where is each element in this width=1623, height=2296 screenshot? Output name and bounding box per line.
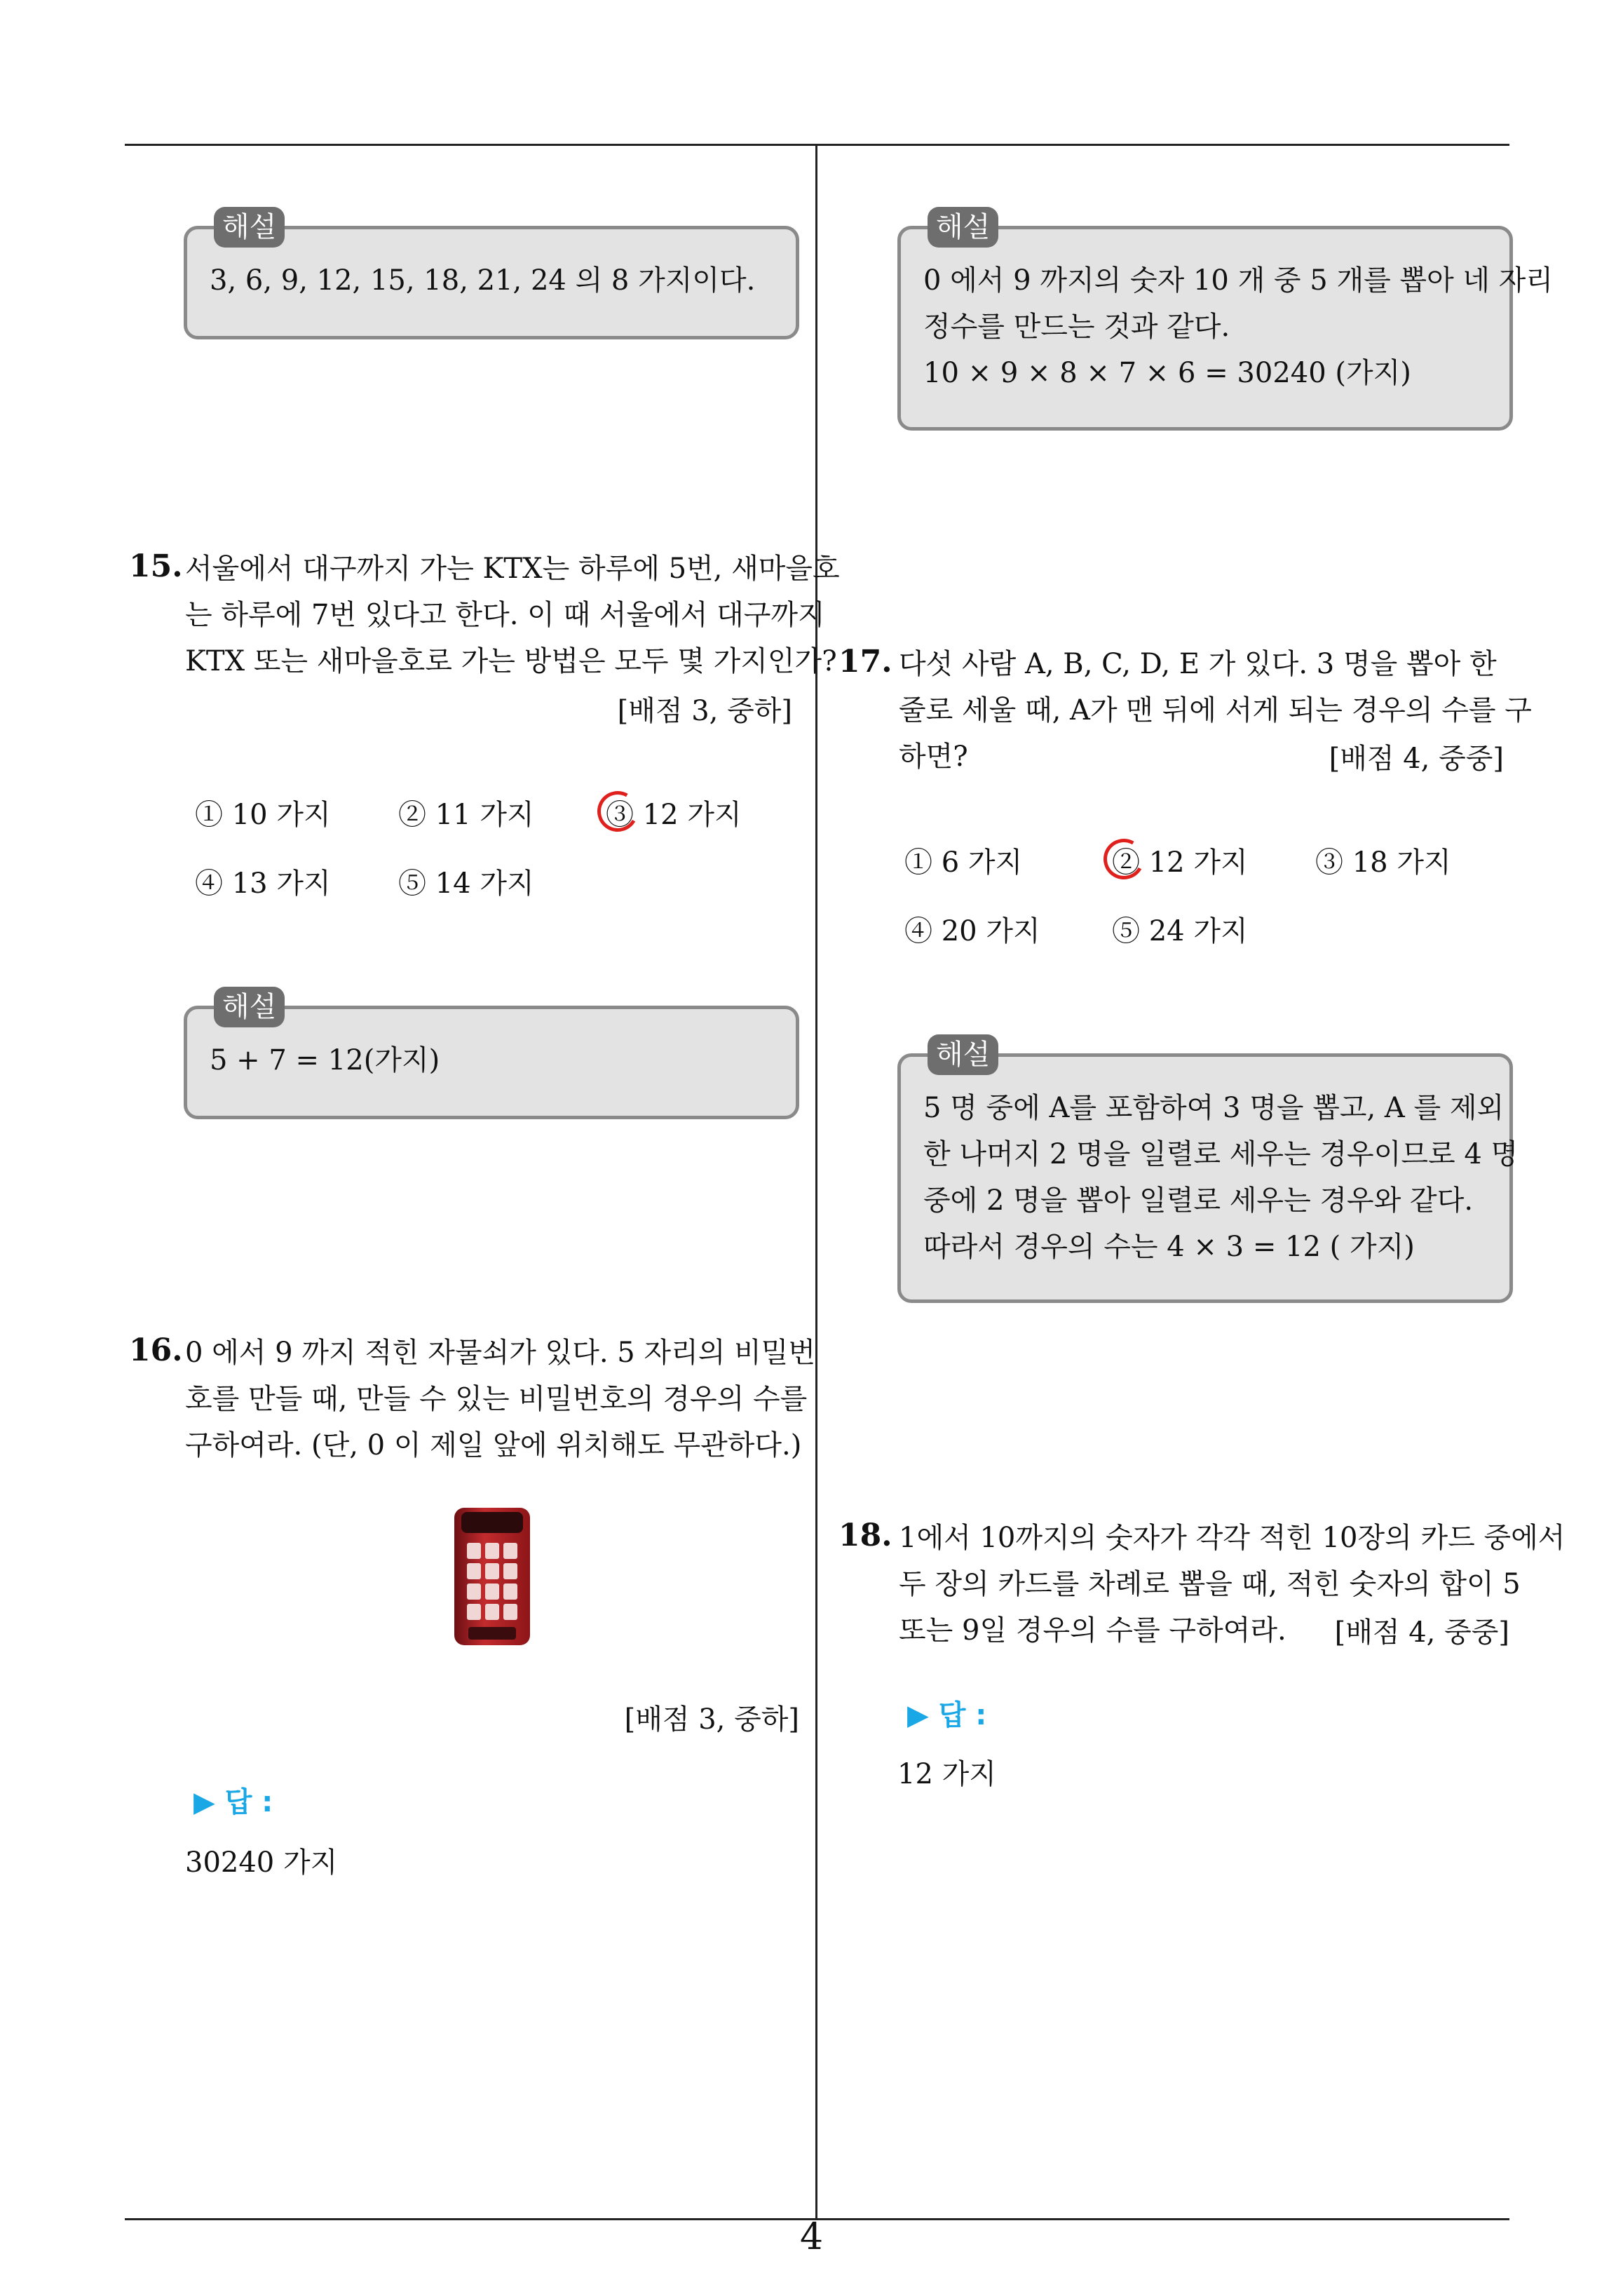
answer-18: 12 가지 — [897, 1758, 996, 1790]
question-number-15: 15. — [129, 548, 183, 584]
explanation-label: 해설 — [214, 207, 285, 248]
explanation-text: 5 + 7 = 12(가지) — [210, 1044, 440, 1076]
question-number-16: 16. — [129, 1332, 183, 1368]
choice-17-4[interactable]: ④ 20 가지 — [904, 915, 1040, 947]
keypad-lock-image — [454, 1508, 530, 1645]
points-18: [배점 4, 중중] — [1334, 1616, 1509, 1649]
explanation-text: 3, 6, 9, 12, 15, 18, 21, 24 의 8 가지이다. — [210, 264, 756, 297]
explanation-box-q16 — [897, 211, 1554, 431]
points-17: [배점 4, 중중] — [1329, 743, 1504, 775]
question-number-17: 17. — [838, 644, 892, 680]
explanation-text: 0 에서 9 까지의 숫자 10 개 중 5 개를 뽑아 네 자리 정수를 만드는 것과 같다. 10 × 9 × 8 × 7 × 6 = 30240 (가지) — [923, 264, 1554, 389]
explanation-box-q14 — [184, 211, 799, 339]
explanation-label: 해설 — [928, 1034, 998, 1075]
choice-15-2[interactable]: ② 11 가지 — [398, 799, 534, 831]
explanation-label: 해설 — [928, 207, 998, 248]
choice-15-4[interactable]: ④ 13 가지 — [195, 867, 331, 900]
choice-15-5[interactable]: ⑤ 14 가지 — [398, 867, 534, 900]
page-number: 4 — [799, 2216, 824, 2258]
question-text-16: 0 에서 9 까지 적힌 자물쇠가 있다. 5 자리의 비밀번 호를 만들 때, 만들 수 있는 비밀번호의 경우의 수를 구하여라. (단, 0 이 제일 앞에 위치해도 무관하다.) — [185, 1337, 816, 1461]
explanation-box-q17 — [897, 1039, 1519, 1303]
choice-15-1[interactable]: ① 10 가지 — [195, 799, 331, 831]
choice-15-3[interactable]: ③ 12 가지 — [606, 799, 742, 831]
answer-16: 30240 가지 — [185, 1846, 338, 1879]
question-text-18: 1에서 10까지의 숫자가 각각 적힌 10장의 카드 중에서 두 장의 카드를 차례로 뽑을 때, 적힌 숫자의 합이 5 또는 9일 경우의 수를 구하여라. — [899, 1522, 1566, 1647]
choice-17-2[interactable]: ② 12 가지 — [1112, 846, 1248, 879]
question-number-18: 18. — [838, 1518, 892, 1553]
explanation-label: 해설 — [214, 987, 285, 1027]
answer-label-18: ▶ 답 : — [907, 1699, 987, 1731]
choice-17-1[interactable]: ① 6 가지 — [904, 846, 1023, 879]
answer-label-16: ▶ 답 : — [193, 1786, 273, 1818]
question-text-17: 다섯 사람 A, B, C, D, E 가 있다. 3 명을 뽑아 한 줄로 세울 때, A가 맨 뒤에 서게 되는 경우의 수를 구 하면? — [899, 648, 1532, 773]
explanation-text: 5 명 중에 A를 포함하여 3 명을 뽑고, A 를 제외 한 나머지 2 명을 일렬로 세우는 경우이므로 4 명 중에 2 명을 뽑아 일렬로 세우는 경우와 같다. 따라서 경우의 수는 4 × 3 = 12 ( 가지) — [923, 1092, 1519, 1263]
points-15: [배점 3, 중하] — [617, 695, 792, 727]
choice-17-3[interactable]: ③ 18 가지 — [1315, 846, 1451, 879]
points-16: [배점 3, 중하] — [624, 1703, 799, 1736]
question-text-15: 서울에서 대구까지 가는 KTX는 하루에 5번, 새마을호 는 하루에 7번 있다고 한다. 이 때 서울에서 대구까지 KTX 또는 새마을호로 가는 방법은 모두 몇 가지인가? — [185, 553, 840, 677]
column-divider — [815, 144, 817, 2220]
explanation-box-q15 — [184, 991, 799, 1119]
choice-17-5[interactable]: ⑤ 24 가지 — [1112, 915, 1248, 947]
